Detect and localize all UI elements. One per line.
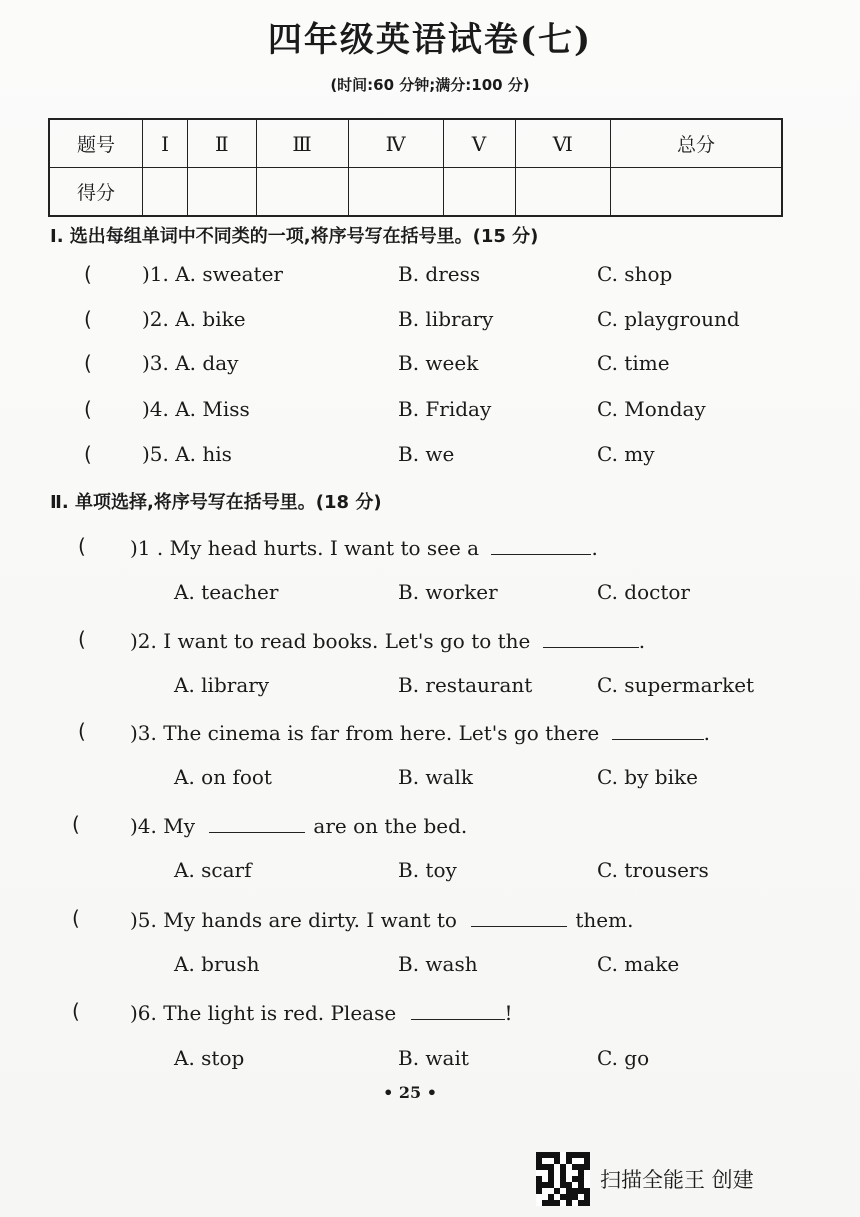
question-text: )6. The light is red. Please [130, 1001, 397, 1025]
question-text-end: them. [575, 908, 634, 932]
question-text-end: . [638, 629, 646, 653]
score-cell: Ⅲ [256, 119, 348, 168]
answer-paren[interactable]: ( [72, 812, 80, 836]
question-stem [130, 812, 467, 838]
question-text-end: ! [504, 1001, 513, 1025]
section1-item [0, 442, 860, 474]
item-option-c: C. playground [597, 307, 740, 331]
section2-question [0, 812, 860, 844]
question-stem [130, 906, 633, 932]
item-option-c: C. time [597, 351, 670, 375]
section2-options [0, 858, 860, 890]
question-text: )2. I want to read books. Let's go to the [130, 629, 531, 653]
option-c: C. go [597, 1046, 650, 1070]
exam-title: 四年级英语试卷(七) [267, 20, 593, 60]
section2-options [0, 673, 860, 705]
score-input-cell[interactable] [515, 168, 610, 217]
item-option-a: )3. A. day [142, 351, 239, 375]
qr-code-icon [536, 1152, 590, 1206]
section2-question [0, 719, 860, 751]
option-c: C. by bike [597, 765, 698, 789]
scanner-watermark [536, 1152, 754, 1206]
question-text: )1 . My head hurts. I want to see a [130, 536, 480, 560]
section2-heading: Ⅱ. 单项选择,将序号写在括号里。(18 分) [50, 492, 382, 513]
item-option-a: )2. A. bike [142, 307, 246, 331]
section1-item [0, 397, 860, 429]
score-input-cell[interactable] [611, 168, 782, 217]
section2-options [0, 580, 860, 612]
score-table-score-row [49, 168, 782, 217]
section1-item [0, 351, 860, 383]
question-text-end: are on the bed. [313, 814, 468, 838]
answer-blank[interactable] [209, 812, 305, 833]
score-cell: 总分 [611, 119, 782, 168]
item-option-c: C. Monday [597, 397, 706, 421]
option-a: A. stop [174, 1046, 245, 1070]
answer-paren[interactable]: ( [84, 307, 92, 331]
answer-paren[interactable]: ( [84, 351, 92, 375]
option-a: A. on foot [174, 765, 272, 789]
question-text: )4. My [130, 814, 196, 838]
question-text-end: . [703, 721, 710, 745]
score-cell: Ⅴ [443, 119, 515, 168]
page-number: • 25 • [383, 1083, 437, 1102]
item-option-c: C. my [597, 442, 655, 466]
option-a: A. teacher [174, 580, 279, 604]
score-table [48, 118, 783, 217]
section2-question [0, 999, 860, 1031]
answer-blank[interactable] [612, 719, 704, 740]
score-label-cell: 得分 [49, 168, 143, 217]
question-stem [130, 719, 710, 745]
section2-question [0, 534, 860, 566]
score-cell: 题号 [49, 119, 143, 168]
answer-blank[interactable] [411, 999, 505, 1020]
section2-options [0, 765, 860, 797]
item-option-b: B. dress [398, 262, 481, 286]
option-c: C. doctor [597, 580, 690, 604]
score-input-cell[interactable] [188, 168, 257, 217]
answer-paren[interactable]: ( [78, 627, 86, 651]
section1-item [0, 307, 860, 339]
section2-question [0, 906, 860, 938]
option-c: C. supermarket [597, 673, 755, 697]
exam-subtitle: (时间:60 分钟;满分:100 分) [330, 76, 530, 94]
option-c: C. make [597, 952, 680, 976]
item-option-a: )5. A. his [142, 442, 232, 466]
answer-blank[interactable] [491, 534, 591, 555]
option-b: B. toy [398, 858, 457, 882]
answer-paren[interactable]: ( [84, 262, 92, 286]
answer-paren[interactable]: ( [72, 906, 80, 930]
score-cell: Ⅵ [515, 119, 610, 168]
item-option-b: B. week [398, 351, 479, 375]
score-table-header-row [49, 119, 782, 168]
score-cell: Ⅰ [143, 119, 188, 168]
question-text: )5. My hands are dirty. I want to [130, 908, 457, 932]
score-input-cell[interactable] [348, 168, 443, 217]
answer-paren[interactable]: ( [78, 534, 86, 558]
section2-options [0, 952, 860, 984]
option-b: B. walk [398, 765, 473, 789]
item-option-c: C. shop [597, 262, 673, 286]
answer-paren[interactable]: ( [72, 999, 80, 1023]
section1-item [0, 262, 860, 294]
item-option-b: B. library [398, 307, 494, 331]
section2-question [0, 627, 860, 659]
section2-options [0, 1046, 860, 1078]
option-a: A. brush [174, 952, 260, 976]
item-option-b: B. Friday [398, 397, 492, 421]
answer-paren[interactable]: ( [84, 442, 92, 466]
answer-paren[interactable]: ( [84, 397, 92, 421]
score-input-cell[interactable] [256, 168, 348, 217]
item-option-b: B. we [398, 442, 455, 466]
question-stem [130, 999, 513, 1025]
score-input-cell[interactable] [143, 168, 188, 217]
question-stem [130, 627, 645, 653]
answer-blank[interactable] [543, 627, 639, 648]
option-a: A. scarf [174, 858, 252, 882]
option-b: B. wash [398, 952, 478, 976]
score-cell: Ⅱ [188, 119, 257, 168]
option-a: A. library [174, 673, 270, 697]
question-text: )3. The cinema is far from here. Let's go there [130, 721, 600, 745]
question-stem [130, 534, 598, 560]
watermark-text: 扫描全能王 创建 [600, 1168, 754, 1192]
answer-paren[interactable]: ( [78, 719, 86, 743]
question-text-end: . [591, 536, 598, 560]
score-cell: Ⅳ [348, 119, 443, 168]
option-c: C. trousers [597, 858, 709, 882]
option-b: B. restaurant [398, 673, 533, 697]
item-option-a: )1. A. sweater [142, 262, 283, 286]
section1-heading: Ⅰ. 选出每组单词中不同类的一项,将序号写在括号里。(15 分) [50, 226, 539, 247]
item-option-a: )4. A. Miss [142, 397, 250, 421]
score-input-cell[interactable] [443, 168, 515, 217]
option-b: B. wait [398, 1046, 469, 1070]
option-b: B. worker [398, 580, 498, 604]
answer-blank[interactable] [471, 906, 567, 927]
